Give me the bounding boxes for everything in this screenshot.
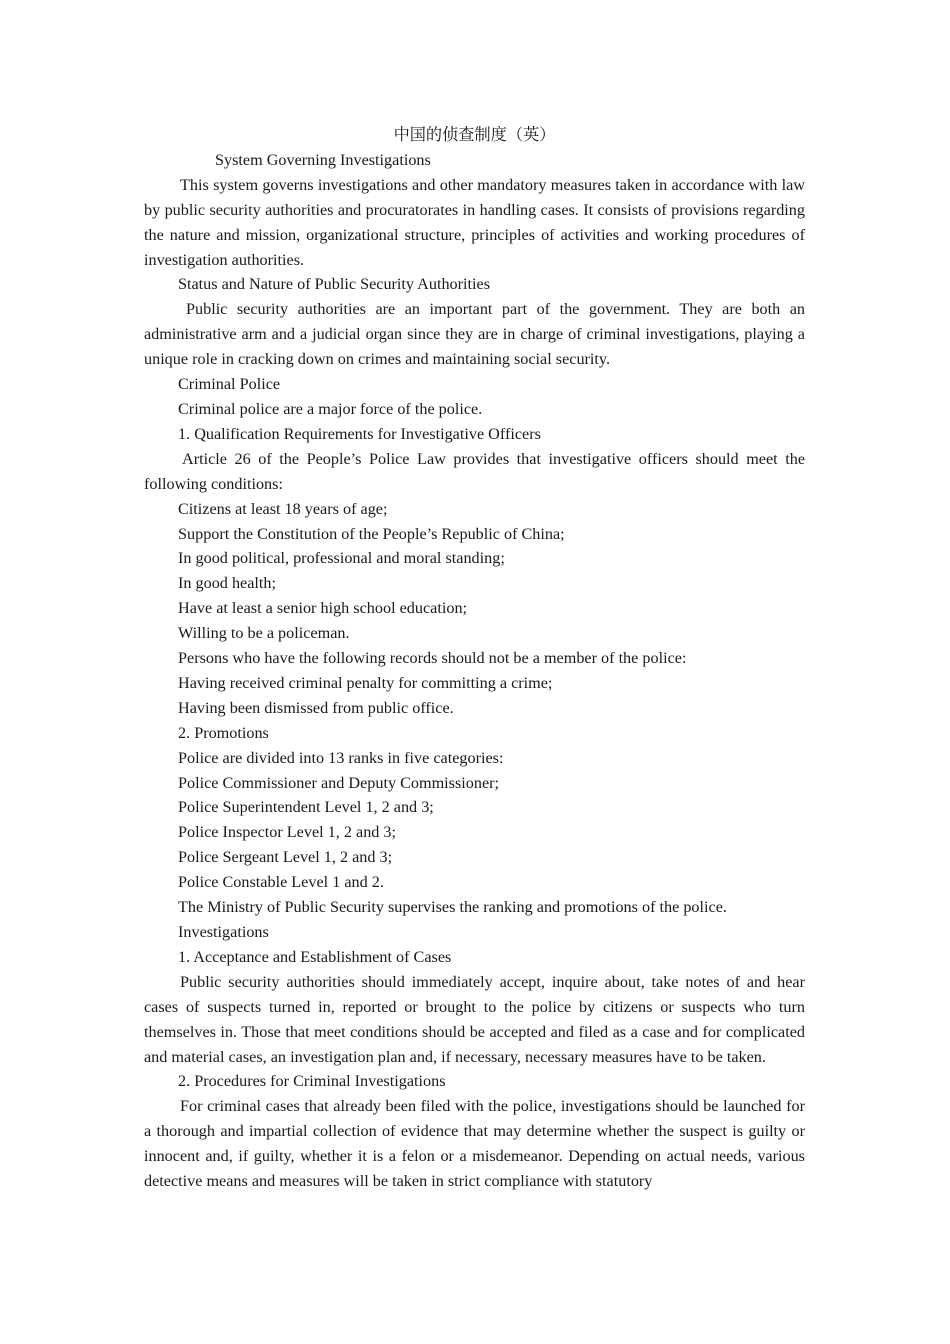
rank-item: Police Constable Level 1 and 2. [178,873,384,892]
investigations-heading: Investigations [178,923,269,941]
exclusion-item: Having been dismissed from public office. [178,698,454,717]
status-paragraph: Public security authorities are an important part of the government. They are both an administrative arm and a judicial organ since they are in charge of criminal investigations, playing a unique role in cracking down on crimes and maintaining social security. [144,300,805,369]
rank-item: Police Commissioner and Deputy Commissioner; [178,773,500,792]
condition-item: In good political, professional and moral standing; [178,549,505,568]
document-title: 中国的侦查制度（英） [393,126,556,144]
document-subtitle: System Governing Investigations [215,150,431,169]
qualification-paragraph: Article 26 of the People’s Police Law provides that investigative officers should meet the following conditions: [144,449,805,493]
rank-item: Police Inspector Level 1, 2 and 3; [178,823,397,842]
ranks-intro: Police are divided into 13 ranks in five categories: [178,748,504,767]
intro-paragraph: This system governs investigations and other mandatory measures taken in accordance with law by public security authorities and procuratorates in handling cases. It consists of provisions regarding the nature and mission, organizational structure, principles of activities and working procedures of investigation authorities. [144,175,805,269]
exclusion-item: Having received criminal penalty for committing a crime; [178,673,553,692]
status-heading: Status and Nature of Public Security Authorities [178,275,491,294]
criminal-police-paragraph: Criminal police are a major force of the police. [178,399,483,418]
exclusion-intro: Persons who have the following records should not be a member of the police: [178,649,687,668]
condition-item: Citizens at least 18 years of age; [178,499,388,518]
criminal-police-heading: Criminal Police [178,375,281,394]
rank-item: Police Sergeant Level 1, 2 and 3; [178,848,393,867]
condition-item: In good health; [178,574,277,593]
ranks-supervision: The Ministry of Public Security supervises the ranking and promotions of the police. [178,898,727,917]
acceptance-heading: 1. Acceptance and Establishment of Cases [178,947,452,966]
rank-item: Police Superintendent Level 1, 2 and 3; [178,798,434,817]
condition-item: Support the Constitution of the People’s Republic of China; [178,524,565,543]
acceptance-paragraph: Public security authorities should immediately accept, inquire about, take notes of and hear cases of suspects turned in, reported or brought to the police by citizens or suspects who turn themselves in. Those that meet conditions should be accepted and filed as a case and for complicated and material cases, an investigation plan and, if necessary, necessary measures have to be taken. [144,972,805,1066]
promotions-heading: 2. Promotions [178,723,269,742]
procedures-heading: 2. Procedures for Criminal Investigations [178,1072,446,1091]
procedures-paragraph: For criminal cases that already been filed with the police, investigations should be launched for a thorough and impartial collection of evidence that may determine whether the suspect is guilty or innocent and, if guilty, whether it is a felon or a misdemeanor. Depending on actual needs, various detective means and measures will be taken in strict compliance with statutory [144,1097,805,1191]
condition-item: Willing to be a policeman. [178,624,350,643]
qualification-heading: 1. Qualification Requirements for Investigative Officers [178,424,541,443]
document-page [144,123,805,1194]
condition-item: Have at least a senior high school education; [178,599,468,618]
